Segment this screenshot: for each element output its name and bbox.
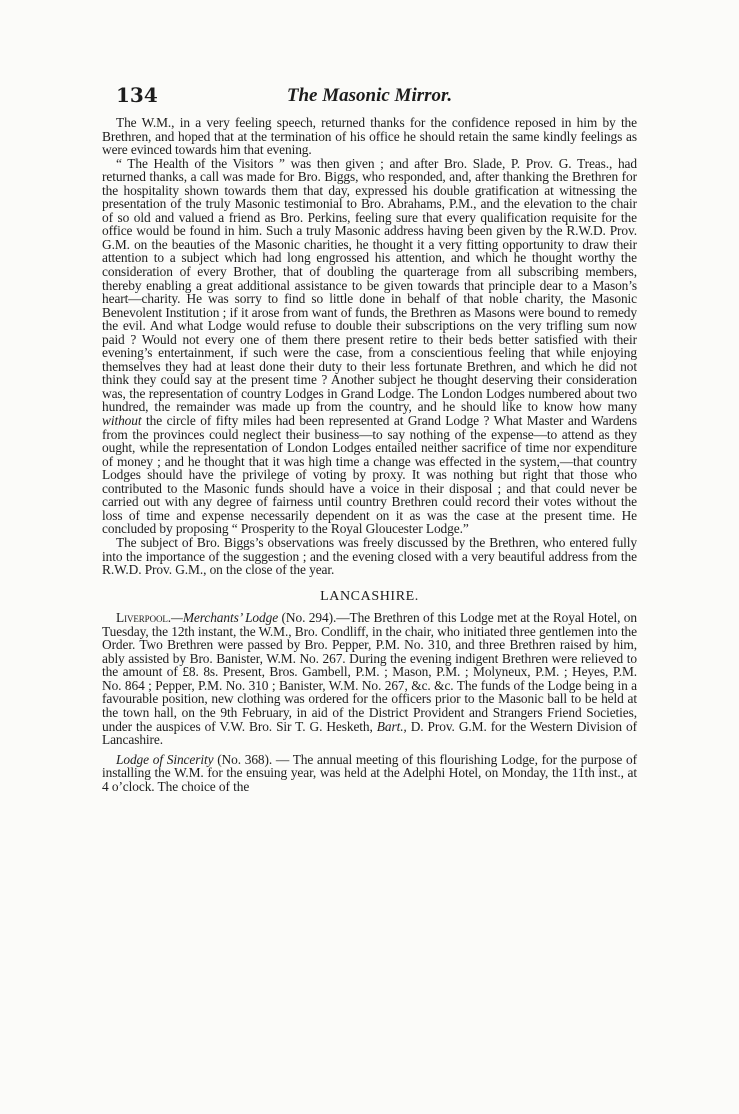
lodge-sincerity: Lodge of Sincerity <box>116 751 214 767</box>
liverpool-text-end: D. Prov. G.M. for the Western Division of Lancashire. <box>102 718 637 748</box>
bart-title: Bart., <box>376 718 407 734</box>
italic-without: without <box>102 413 142 429</box>
place-liverpool: Liverpool. <box>116 610 172 626</box>
paragraph-visitors-end: the circle of fifty miles had been represented at Grand Lodge ? What Master and Wardens from the provinces could neglect their business—to say nothing of the expense—to attend as they ought, while the representation of London Lodges entailed neither sacrifice of time nor expenditure of money ; and he thought that it was high time a change was effected in the system,—that country Lodges should have the privilege of voting by proxy. It was nothing but right that those who contributed to the Masonic funds should have a voice in their disposal ; and that could never be carried out with any degree of fairness until country Brethren could record their votes without the loss of time and expense necessarily dependent on it as was the case at the present time. He concluded by proposing “ Prosperity to the Royal Gloucester Lodge.” <box>102 413 637 537</box>
paragraph-sincerity <box>102 753 637 794</box>
paragraph-visitors-text: “ The Health of the Visitors ” was then given ; and after Bro. Slade, P. Prov. G. Treas., had returned thanks, a call was made for Bro. Biggs, who responded, and, after thanking the Brethren for the hospitality shown towards them that day, expressed his double gratification at witnessing the presentation of the truly Masonic testimonial to Bro. Abrahams, P.M., and the elevation to the chair of so old and valued a friend as Bro. Perkins, feeling sure that every qualification requisite for the office would be found in him. Such a truly Masonic address having been given by the R.W.D. Prov. G.M. on the beauties of the Masonic charities, he thought it a very fitting opportunity to draw their attention to a subject which had long engrossed his attention, and which he thought worthy the consideration of every Brother, that of doubling the quarterage from all subscribing members, thereby enabling a great additional assistance to be given towards that principle dear to a Mason’s heart—charity. He was sorry to find so little done in behalf of that noble charity, the Masonic Benevolent Institution ; if it arose from want of funds, the Brethren as Masons were bound to remedy the evil. And what Lodge would refuse to double their subscriptions on the very trifling sum now paid ? Would not every one of them there present retire to their beds better satisfied with their evening’s entertainment, if such were the case, from a conscientious feeling that while enjoying themselves they had at least done their duty to their less fortunate Brethren, and which he did not think they could say at the present time ? Another subject he thought deserving their consideration was, the representation of country Lodges in Grand Lodge. The London Lodges numbered about two hundred, the remainder was made up from the country, and he should like to know how many <box>102 155 637 415</box>
page-header <box>100 83 639 111</box>
section-heading-lancashire: LANCASHIRE. <box>320 588 419 604</box>
sincerity-text: (No. 368). — The annual meeting of this flourishing Lodge, for the purpose of installing the W.M. for the ensuing year, was held at the Adelphi Hotel, on Monday, the 11th inst., at 4 o’clock. The choice of the <box>102 751 637 794</box>
article-body <box>102 116 637 793</box>
paragraph-thanks: The W.M., in a very feeling speech, returned thanks for the confidence reposed in him by the Brethren, and hoped that at the termination of his office he should retain the same kindly feelings as were evinced towards him that evening. <box>102 115 637 158</box>
liverpool-text: (No. 294).—The Brethren of this Lodge met at the Royal Hotel, on Tuesday, the 12th instant, the W.M., Bro. Condliff, in the chair, who initiated three gentlemen into the Order. Two Brethren were passed by Bro. Pepper, P.M. No. 310, and three Brethren raised by him, ably assisted by Bro. Banister, W.M. No. 267. During the evening indigent Brethren were relieved to the amount of £8. 8s. Present, Bros. Gambell, P.M. ; Mason, P.M. ; Molyneux, P.M. ; Heyes, P.M. No. 864 ; Pepper, P.M. No. 310 ; Banister, W.M. No. 267, &c. &c. The funds of the Lodge being in a favourable position, new clothing was ordered for the officers prior to the Masonic ball to be held at the town hall, on the 9th February, in aid of the District Provident and Strangers Friend Societies, under the auspices of V.W. Bro. Sir T. G. Hesketh, <box>102 610 637 734</box>
paragraph-liverpool <box>102 611 637 746</box>
lodge-merchants: —Merchants’ Lodge <box>171 610 279 626</box>
running-title: The Masonic Mirror. <box>286 85 453 106</box>
page-number: 134 <box>116 83 158 107</box>
paragraph-visitors-toast <box>102 157 637 536</box>
paragraph-discussion: The subject of Bro. Biggs’s observations was freely discussed by the Brethren, who entered fully into the importance of the suggestion ; and the evening closed with a very beautiful address from the R.W.D. Prov. G.M., on the close of the year. <box>102 534 637 578</box>
